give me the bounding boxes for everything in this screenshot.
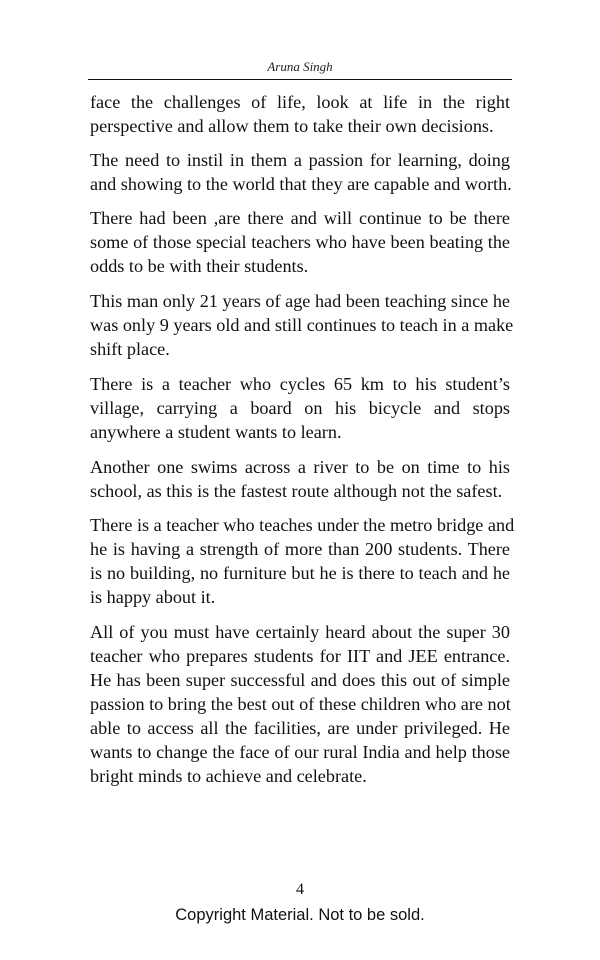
paragraph-4-line-1: This man only 21 years of age had been teaching since he — [90, 291, 510, 311]
paragraph-8-line-4: passion to bring the best out of these children who are not — [90, 694, 511, 714]
paragraph-6-line-2: school, as this is the fastest route although not the safest. — [90, 481, 503, 501]
copyright-notice: Copyright Material. Not to be sold. — [175, 906, 425, 924]
paragraph-1-line-2: perspective and allow them to take their own decisions. — [90, 116, 494, 136]
paragraph-5-line-1: There is a teacher who cycles 65 km to his student’s — [90, 374, 510, 394]
paragraph-4-line-2: was only 9 years old and still continues to teach in a make — [90, 315, 514, 335]
paragraph-7-line-2: he is having a strength of more than 200 students. There — [90, 539, 510, 559]
paragraph-8-line-7: bright minds to achieve and celebrate. — [90, 766, 367, 786]
paragraph-8-line-2: teacher who prepares students for IIT and JEE entrance. — [90, 646, 510, 666]
paragraph-7-line-1: There is a teacher who teaches under the metro bridge and — [90, 515, 515, 535]
paragraph-5-line-2: village, carrying a board on his bicycle and stops — [90, 398, 510, 418]
paragraph-4-line-3: shift place. — [90, 339, 170, 359]
paragraph-7-line-4: is happy about it. — [90, 587, 216, 607]
paragraph-7-line-3: is no building, no furniture but he is there to teach and he — [90, 563, 510, 583]
paragraph-5-line-3: anywhere a student wants to learn. — [90, 422, 342, 442]
running-head-author: Aruna Singh — [267, 59, 333, 74]
header-rule — [88, 79, 512, 80]
paragraph-8-line-5: able to access all the facilities, are under privileged. He — [90, 718, 510, 738]
paragraph-8-line-1: All of you must have certainly heard about the super 30 — [90, 622, 510, 642]
page-number: 4 — [296, 881, 304, 898]
paragraph-1-line-1: face the challenges of life, look at life in the right — [90, 92, 510, 112]
paragraph-2-line-1: The need to instil in them a passion for learning, doing — [90, 150, 510, 170]
paragraph-3-line-1: There had been ,are there and will continue to be there — [90, 208, 510, 228]
paragraph-8-line-3: He has been super successful and does this out of simple — [90, 670, 510, 690]
paragraph-2-line-2: and showing to the world that they are capable and worth. — [90, 174, 512, 194]
paragraph-3-line-3: odds to be with their students. — [90, 256, 309, 276]
paragraph-8-line-6: wants to change the face of our rural India and help those — [90, 742, 510, 762]
paragraph-6-line-1: Another one swims across a river to be on time to his — [90, 457, 510, 477]
paragraph-3-line-2: some of those special teachers who have been beating the — [90, 232, 510, 252]
